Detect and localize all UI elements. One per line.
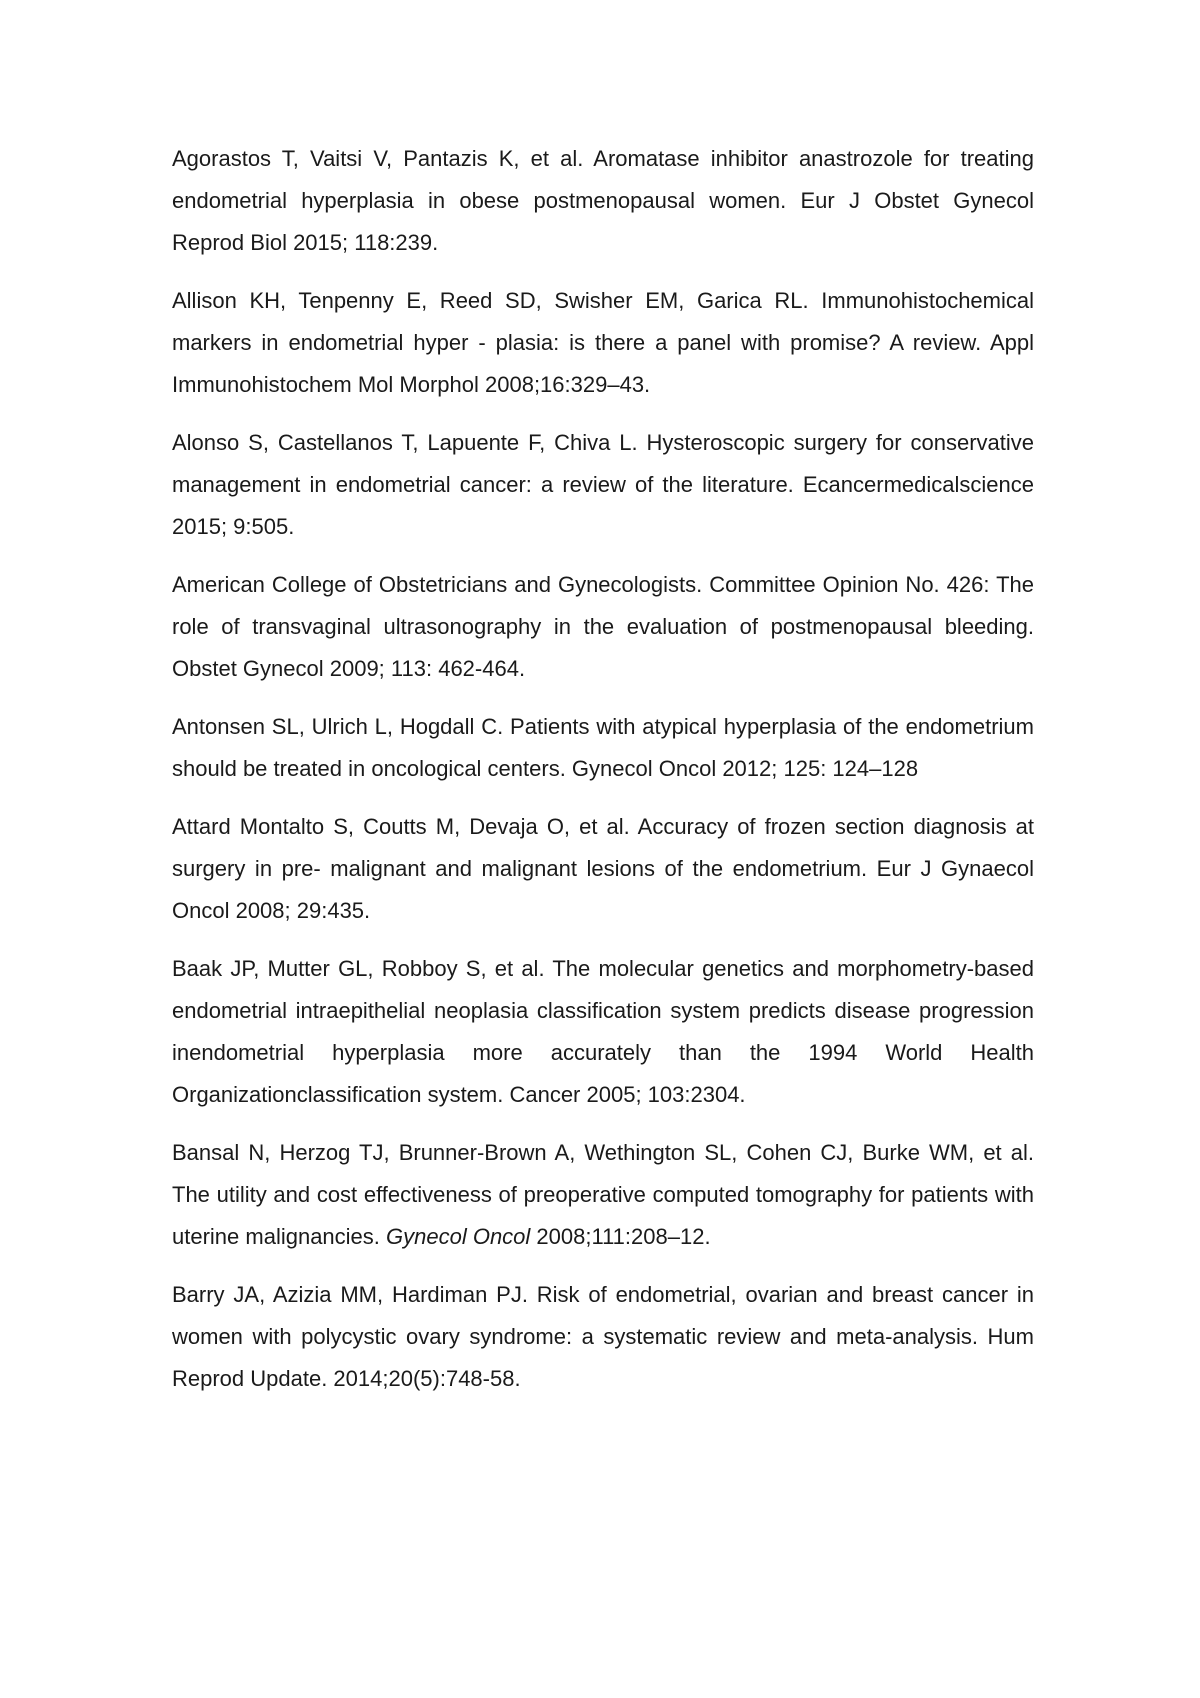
reference-text: Bansal N, Herzog TJ, Brunner-Brown A, Wethington SL, Cohen CJ, Burke WM, et al. The utility and cost effectiveness of preoperative computed tomography for patients with uterine malignancies. [172, 1140, 1034, 1249]
reference-text: 2008;111:208–12. [530, 1224, 711, 1249]
reference-item: Agorastos T, Vaitsi V, Pantazis K, et al. Aromatase inhibitor anastrozole for treating endometrial hyperplasia in obese postmenopausal women. Eur J Obstet Gynecol Reprod Biol 2015; 118:239. [172, 146, 1034, 255]
reference-item [172, 1132, 1034, 1258]
reference-item: Barry JA, Azizia MM, Hardiman PJ. Risk of endometrial, ovarian and breast cancer in women with polycystic ovary syndrome: a systematic review and meta-analysis. Hum Reprod Update. 2014;20(5):748-58. [172, 1282, 1034, 1391]
reference-item: Baak JP, Mutter GL, Robboy S, et al. The molecular genetics and morphometry-based endometrial intraepithelial neoplasia classification system predicts disease progression inendometrial hyperplasia more accurately than the 1994 World Health Organizationclassification system. Cancer 2005; 103:2304. [172, 956, 1034, 1107]
reference-list [172, 138, 1034, 1416]
reference-item: Allison KH, Tenpenny E, Reed SD, Swisher EM, Garica RL. Immunohistochemical markers in endometrial hyper - plasia: is there a panel with promise? A review. Appl Immunohistochem Mol Morphol 2008;16:329–43. [172, 288, 1034, 397]
reference-item: Antonsen SL, Ulrich L, Hogdall C. Patients with atypical hyperplasia of the endometrium should be treated in oncological centers. Gynecol Oncol 2012; 125: 124–128 [172, 714, 1034, 781]
reference-item: Alonso S, Castellanos T, Lapuente F, Chiva L. Hysteroscopic surgery for conservative management in endometrial cancer: a review of the literature. Ecancermedicalscience 2015; 9:505. [172, 430, 1034, 539]
journal-name-italic: Gynecol Oncol [386, 1224, 531, 1249]
reference-item: American College of Obstetricians and Gynecologists. Committee Opinion No. 426: The role of transvaginal ultrasonography in the evaluation of postmenopausal bleeding. Obstet Gynecol 2009; 113: 462-464. [172, 572, 1034, 681]
reference-item: Attard Montalto S, Coutts M, Devaja O, et al. Accuracy of frozen section diagnosis at surgery in pre- malignant and malignant lesions of the endometrium. Eur J Gynaecol Oncol 2008; 29:435. [172, 814, 1034, 923]
